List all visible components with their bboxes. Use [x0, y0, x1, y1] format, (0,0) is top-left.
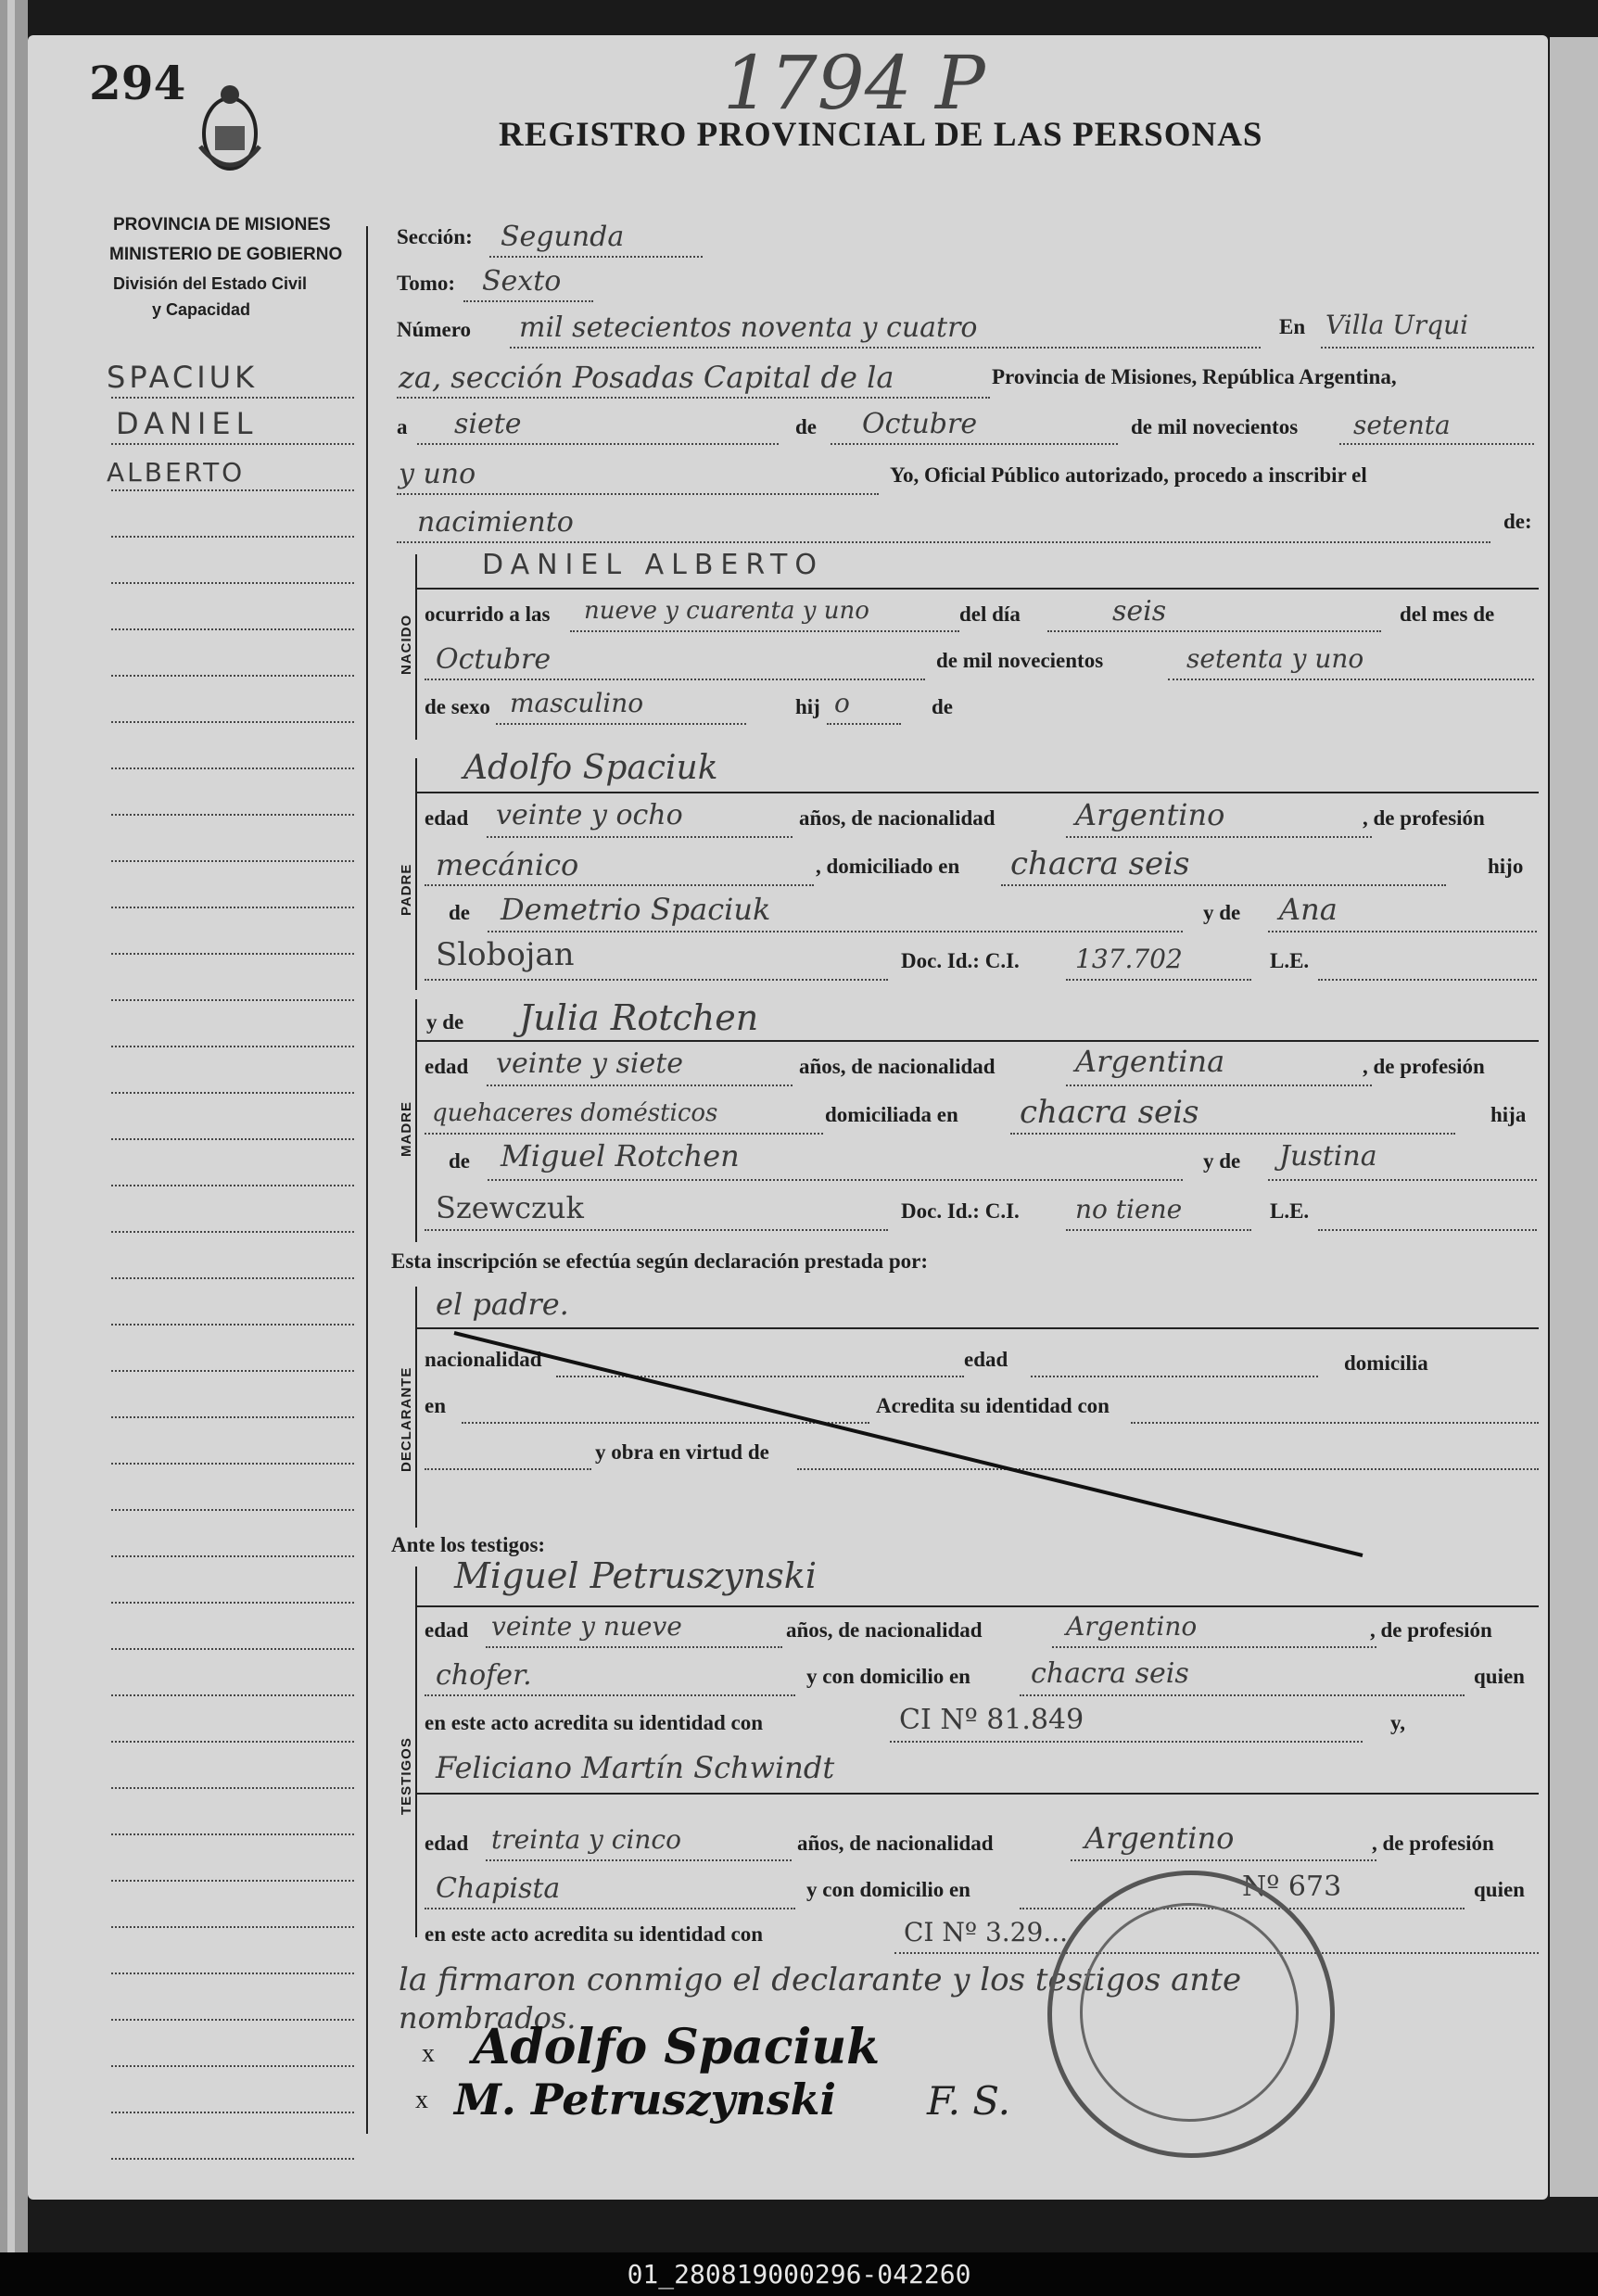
testigo2-acredita-label: en este acto acredita su identidad con: [425, 1922, 764, 1946]
padre-doc-label: Doc. Id.: C.I.: [901, 949, 1020, 972]
mil-novecientos-label: de mil novecientos: [1131, 415, 1299, 438]
margin-rule: [111, 628, 354, 630]
margin-rule: [111, 675, 354, 677]
testigo2-nombre: Feliciano Martín Schwindt: [436, 1750, 835, 1785]
margin-rule: [111, 1416, 354, 1418]
oficial-text: Yo, Oficial Público autorizado, procedo a inscribir el: [890, 463, 1367, 487]
declarante-value: el padre.: [436, 1287, 569, 1322]
testigos-section-label: TESTIGOS: [399, 1737, 414, 1815]
declarante-edad-label: edad: [964, 1348, 1008, 1371]
padre-dom-label: , domiciliado en: [816, 855, 960, 878]
madre-yde-label: y de: [426, 1010, 464, 1034]
margin-rule: [111, 1880, 354, 1882]
signature-father: Adolfo Spaciuk: [473, 2019, 881, 2075]
madre-doc-value: no tiene: [1075, 1194, 1183, 1224]
org-province: PROVINCIA DE MISIONES: [113, 215, 331, 235]
madre-edad-label: edad: [425, 1055, 469, 1078]
madre-nac-value: Argentina: [1075, 1044, 1225, 1079]
testigo2-edad-value: treinta y cinco: [491, 1824, 681, 1855]
declarante-en-label: en: [425, 1394, 446, 1417]
margin-rule: [111, 443, 354, 445]
testigo1-nombre: Miguel Petruszynski: [454, 1555, 817, 1596]
padre-yde-label: y de: [1203, 901, 1241, 924]
nacido-de-label: de: [932, 695, 953, 718]
margin-rule: [111, 2019, 354, 2021]
testigo2-prof-value: Chapista: [436, 1872, 561, 1905]
hij-label: hij: [795, 695, 820, 718]
page-number: 294: [89, 56, 186, 110]
declarante-dom-label: domicilia: [1344, 1351, 1428, 1375]
padre-madre-value: Ana: [1279, 892, 1338, 927]
testigos-intro: Ante los testigos:: [391, 1533, 546, 1556]
register-title: REGISTRO PROVINCIAL DE LAS PERSONAS: [499, 116, 1263, 154]
margin-rule: [111, 1277, 354, 1279]
padre-edad-label: edad: [425, 806, 469, 830]
padre-doc-value: 137.702: [1075, 944, 1183, 974]
testigo2-nac-value: Argentino: [1084, 1820, 1235, 1856]
margin-rule: [111, 1973, 354, 1974]
tomo-value: Sexto: [482, 265, 562, 298]
margin-rule: [111, 1602, 354, 1604]
margin-rule: [111, 2158, 354, 2160]
margin-rule: [111, 1648, 354, 1650]
testigo2-edad-label: edad: [425, 1832, 469, 1855]
madre-edad-value: veinte y siete: [496, 1047, 684, 1080]
testigo1-y: y,: [1390, 1711, 1405, 1734]
anio-value-continued: y uno: [399, 458, 476, 490]
margin-rule: [111, 1324, 354, 1326]
signature-witness-1: M. Petruszynski: [454, 2074, 836, 2125]
margin-rule: [111, 1509, 354, 1511]
madre-prof-label: , de profesión: [1363, 1055, 1485, 1078]
register-page: [28, 35, 1548, 2200]
padre-de-label: de: [449, 901, 470, 924]
testigo1-dom-label: y con domicilio en: [806, 1665, 970, 1688]
madre-yde2-label: y de: [1203, 1149, 1241, 1173]
margin-rule: [111, 1046, 354, 1047]
margin-rule: [111, 767, 354, 769]
del-mes-label: del mes de: [1400, 603, 1495, 626]
margin-rule: [111, 1787, 354, 1789]
margin-rule: [111, 582, 354, 584]
padre-prof-label: , de profesión: [1363, 806, 1485, 830]
en-value: Villa Urqui: [1325, 310, 1469, 340]
margin-rule: [111, 2112, 354, 2113]
margin-rule: [111, 1231, 354, 1233]
margin-rule: [111, 1694, 354, 1696]
margin-given-name-2: ALBERTO: [107, 457, 246, 488]
nacido-anio-value: setenta y uno: [1186, 643, 1364, 674]
madre-le-label: L.E.: [1270, 1199, 1310, 1223]
testigo1-nac-value: Argentino: [1066, 1611, 1198, 1642]
margin-rule: [111, 1555, 354, 1557]
testigo1-acredita-label: en este acto acredita su identidad con: [425, 1711, 764, 1734]
tomo-label: Tomo:: [397, 272, 456, 295]
sexo-label: de sexo: [425, 695, 490, 718]
margin-rule: [111, 489, 354, 491]
image-id-footer: 01_280819000296-042260: [0, 2252, 1598, 2296]
margin-rule: [111, 1833, 354, 1835]
madre-madre-value-continued: Szewczuk: [436, 1190, 584, 1225]
declarante-section-label: DECLARANTE: [399, 1366, 414, 1472]
mes-value: Octubre: [862, 408, 978, 440]
org-division-sub: y Capacidad: [151, 300, 251, 319]
a-label: a: [397, 415, 408, 438]
signature-witness-2: F. S.: [927, 2078, 1010, 2124]
closing-line-1: la firmaron conmigo el declarante y los testigos ante: [399, 1961, 1242, 1998]
testigo2-dom-label: y con domicilio en: [806, 1878, 970, 1901]
numero-value: mil setecientos noventa y cuatro: [519, 311, 978, 344]
madre-dom-label: domiciliada en: [825, 1103, 958, 1126]
padre-padre-value: Demetrio Spaciuk: [501, 892, 771, 927]
nacido-mes-value: Octubre: [436, 643, 552, 676]
madre-madre-value: Justina: [1279, 1140, 1377, 1173]
margin-divider: [366, 226, 368, 2134]
seccion-value: Segunda: [501, 221, 625, 253]
declarante-nac-label: nacionalidad: [425, 1348, 542, 1371]
handwritten-record-number: 1794 P: [723, 40, 985, 126]
margin-surname: SPACIUK: [107, 360, 259, 395]
testigo2-quien: quien: [1474, 1878, 1525, 1901]
ocurrido-label: ocurrido a las: [425, 603, 551, 626]
padre-hijo-label: hijo: [1488, 855, 1524, 878]
madre-doc-label: Doc. Id.: C.I.: [901, 1199, 1020, 1223]
testigo1-prof-value: chofer.: [436, 1659, 532, 1692]
padre-prof-value: mecánico: [436, 847, 579, 882]
padre-le-label: L.E.: [1270, 949, 1310, 972]
testigo1-quien: quien: [1474, 1665, 1525, 1688]
declarante-obra-label: y obra en virtud de: [595, 1440, 769, 1464]
testigo2-nac-label: años, de nacionalidad: [797, 1832, 994, 1855]
signature-mark-2: x: [415, 2086, 428, 2114]
hij-value: o: [834, 688, 850, 718]
margin-rule: [111, 999, 354, 1001]
padre-nac-value: Argentino: [1075, 797, 1225, 832]
margin-rule: [111, 536, 354, 538]
declarante-intro: Esta inscripción se efectúa según declaración prestada por:: [391, 1249, 929, 1273]
padre-dom-value: chacra seis: [1010, 845, 1190, 882]
margin-rule: [111, 1463, 354, 1465]
margin-rule: [111, 2065, 354, 2067]
margin-rule: [111, 1092, 354, 1094]
locality-value: za, sección Posadas Capital de la: [399, 360, 894, 395]
madre-prof-value: quehaceres domésticos: [432, 1099, 718, 1127]
margin-rule: [111, 953, 354, 955]
de-colon-label: de:: [1503, 510, 1532, 533]
testigo1-dom-value: chacra seis: [1031, 1657, 1189, 1690]
margin-rule: [111, 814, 354, 816]
madre-hija-label: hija: [1490, 1103, 1527, 1126]
margin-rule: [111, 1138, 354, 1140]
madre-section-label: MADRE: [399, 1101, 414, 1157]
padre-nombre: Adolfo Spaciuk: [463, 749, 718, 787]
adjacent-page: [1550, 37, 1598, 2197]
margin-rule: [111, 1926, 354, 1928]
madre-nac-label: años, de nacionalidad: [799, 1055, 996, 1078]
dia-value: siete: [454, 408, 522, 440]
declarante-strikeout-line: [417, 1287, 1437, 1565]
org-division: División del Estado Civil: [113, 274, 308, 293]
nacido-dia-value: seis: [1112, 595, 1167, 628]
margin-rule: [111, 860, 354, 862]
hora-value: nueve y cuarenta y uno: [584, 597, 869, 625]
margin-rule: [111, 907, 354, 908]
testigo1-edad-value: veinte y nueve: [491, 1611, 682, 1642]
closing-line-2: nombrados.: [399, 2000, 577, 2036]
en-label: En: [1279, 315, 1306, 338]
testigo2-acredita-value: CI Nº 3.29...: [904, 1917, 1068, 1947]
official-seal-stamp: [1047, 1871, 1335, 2158]
testigo1-acredita-value: CI Nº 81.849: [899, 1704, 1084, 1736]
acto-value: nacimiento: [417, 506, 574, 539]
margin-given-name-1: DANIEL: [116, 406, 259, 441]
sexo-value: masculino: [510, 688, 644, 718]
madre-de-label: de: [449, 1149, 470, 1173]
signature-mark-1: x: [422, 2039, 435, 2068]
padre-nac-label: años, de nacionalidad: [799, 806, 996, 830]
declarante-acredita-label: Acredita su identidad con: [876, 1394, 1110, 1417]
margin-rule: [111, 397, 354, 399]
madre-dom-value: chacra seis: [1020, 1094, 1199, 1131]
testigo1-nac-label: años, de nacionalidad: [786, 1618, 983, 1642]
de-label: de: [795, 415, 817, 438]
org-ministry: MINISTERIO DE GOBIERNO: [109, 245, 343, 264]
margin-rule: [111, 1741, 354, 1743]
provincia-text: Provincia de Misiones, República Argentina,: [992, 365, 1397, 388]
nacido-mil-label: de mil novecientos: [936, 649, 1104, 672]
testigo1-prof-label: , de profesión: [1370, 1618, 1492, 1642]
madre-padre-value: Miguel Rotchen: [501, 1138, 740, 1173]
nacido-section-label: NACIDO: [399, 614, 414, 675]
del-dia-label: del día: [959, 603, 1021, 626]
margin-rule: [111, 1185, 354, 1186]
book-spine-edge: [7, 0, 15, 2252]
anio-value: setenta: [1353, 410, 1451, 440]
padre-madre-value-continued: Slobojan: [436, 936, 575, 973]
margin-rule: [111, 1370, 354, 1372]
numero-label: Número: [397, 318, 472, 341]
testigo1-edad-label: edad: [425, 1618, 469, 1642]
nacido-nombre: DANIEL ALBERTO: [482, 549, 824, 581]
seccion-label: Sección:: [397, 225, 473, 248]
padre-section-label: PADRE: [399, 863, 414, 916]
testigo2-dom-value: Nº 673: [1242, 1871, 1342, 1903]
padre-edad-value: veinte y ocho: [496, 799, 683, 831]
margin-rule: [111, 721, 354, 723]
testigo2-prof-label: , de profesión: [1372, 1832, 1494, 1855]
madre-nombre: Julia Rotchen: [519, 997, 759, 1038]
coat-of-arms-icon: [195, 82, 265, 180]
